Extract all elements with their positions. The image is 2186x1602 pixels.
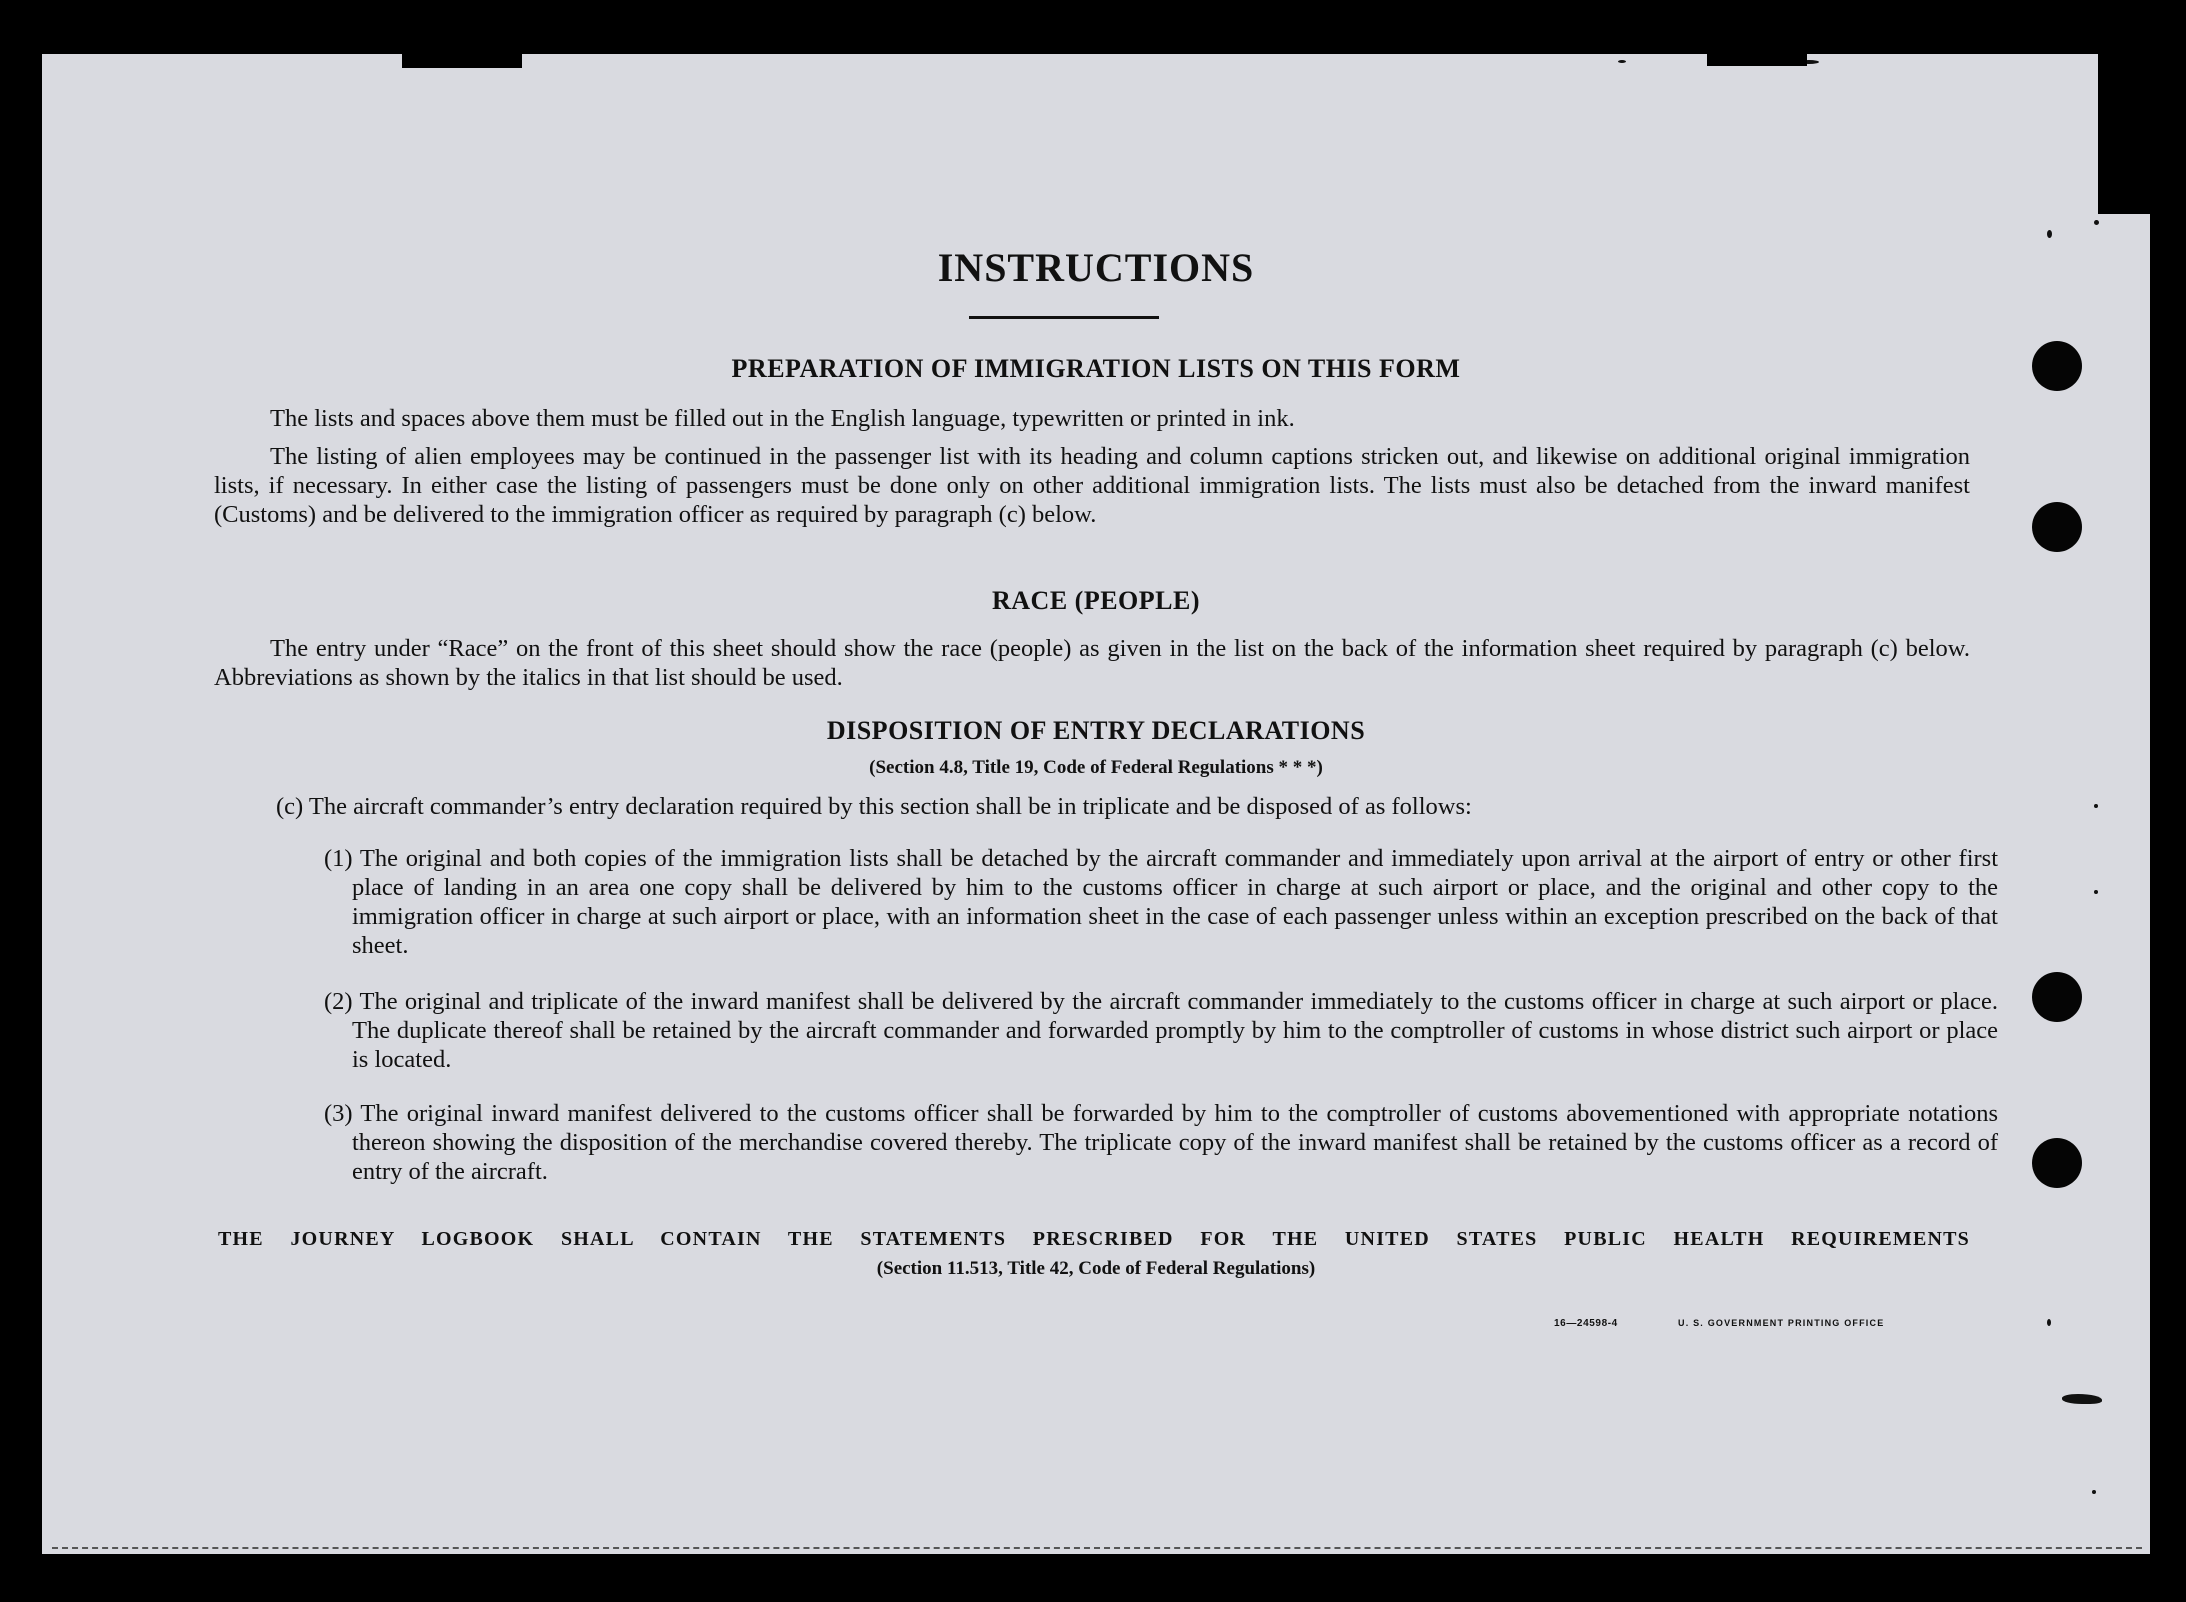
scan-speck	[1618, 60, 1626, 63]
binder-hole-3	[2032, 972, 2082, 1022]
printer-imprint: U. S. GOVERNMENT PRINTING OFFICE	[1678, 1318, 1885, 1328]
binder-hole-2	[2032, 502, 2082, 552]
paragraph-english-language: The lists and spaces above them must be filled out in the English language, typewritten or printed in ink.	[270, 405, 1295, 432]
scan-speck	[2094, 804, 2098, 808]
section-heading-disposition: DISPOSITION OF ENTRY DECLARATIONS	[826, 716, 1366, 745]
paragraph-c-intro: (c) The aircraft commander’s entry declaration required by this section shall be in triplicate and be disposed of as follows:	[276, 793, 1472, 820]
scan-smudge	[2062, 1394, 2102, 1404]
section-heading-race: RACE (PEOPLE)	[992, 586, 1200, 615]
binder-hole-1	[2032, 341, 2082, 391]
scan-speck	[2047, 1319, 2051, 1326]
document-page	[42, 54, 2150, 1554]
page-title: INSTRUCTIONS	[937, 245, 1255, 290]
paragraph-alien-employees: The listing of alien employees may be continued in the passenger list with its heading and column captions stricken out, and likewise on additional original immigration lists, if necessary. In either case the listing of passengers must be done only on other additional immigration lists. The lists must also be detached from the inward manifest (Customs) and be delivered to the immigration officer as required by paragraph (c) below.	[214, 443, 1970, 528]
section-heading-preparation: PREPARATION OF IMMIGRATION LISTS ON THIS FORM	[731, 354, 1461, 383]
section-citation-title19: (Section 4.8, Title 19, Code of Federal Regulations * * *)	[869, 757, 1323, 778]
scan-speck	[2094, 220, 2099, 225]
print-code: 16—24598-4	[1554, 1318, 1618, 1329]
scan-speck	[2092, 1490, 2096, 1494]
binder-hole-4	[2032, 1138, 2082, 1188]
list-item-2: (2) The original and triplicate of the inward manifest shall be delivered by the aircraft commander immediately to the customs officer in charge at such airport or place. The duplicate thereof shall be retained by the aircraft commander and forwarded promptly by him to the comptroller of customs in whose district such airport or place is located.	[324, 988, 1998, 1073]
bottom-perforation-line	[52, 1547, 2142, 1549]
torn-edge	[1707, 54, 1807, 66]
scan-speck	[2094, 890, 2098, 894]
scan-speck	[2047, 230, 2052, 238]
title-underline	[969, 316, 1159, 319]
list-item-1: (1) The original and both copies of the immigration lists shall be detached by the aircraft commander and immediately upon arrival at the airport of entry or other first place of landing in an area one copy shall be delivered by him to the customs officer in charge at such airport or place, and the original and other copy to the immigration officer in charge at such airport or place, with an information sheet in the case of each passenger unless within an exception prescribed on the back of that sheet.	[324, 845, 1998, 959]
footer-statement: THE JOURNEY LOGBOOK SHALL CONTAIN THE STATEMENTS PRESCRIBED FOR THE UNITED STATES PUBLIC HEALTH REQUIREMENTS	[218, 1228, 1970, 1250]
paragraph-race-entry: The entry under “Race” on the front of this sheet should show the race (people) as given in the list on the back of the information sheet required by paragraph (c) below. Abbreviations as shown by the italics in that list should be used.	[214, 635, 1970, 691]
list-item-3: (3) The original inward manifest delivered to the customs officer shall be forwarded by him to the comptroller of customs abovementioned with appropriate notations thereon showing the disposition of the merchandise covered thereby. The triplicate copy of the inward manifest shall be retained by the customs officer as a record of entry of the aircraft.	[324, 1100, 1998, 1185]
scan-border	[2098, 54, 2186, 214]
torn-edge	[402, 54, 522, 68]
footer-citation: (Section 11.513, Title 42, Code of Federal Regulations)	[876, 1258, 1316, 1279]
